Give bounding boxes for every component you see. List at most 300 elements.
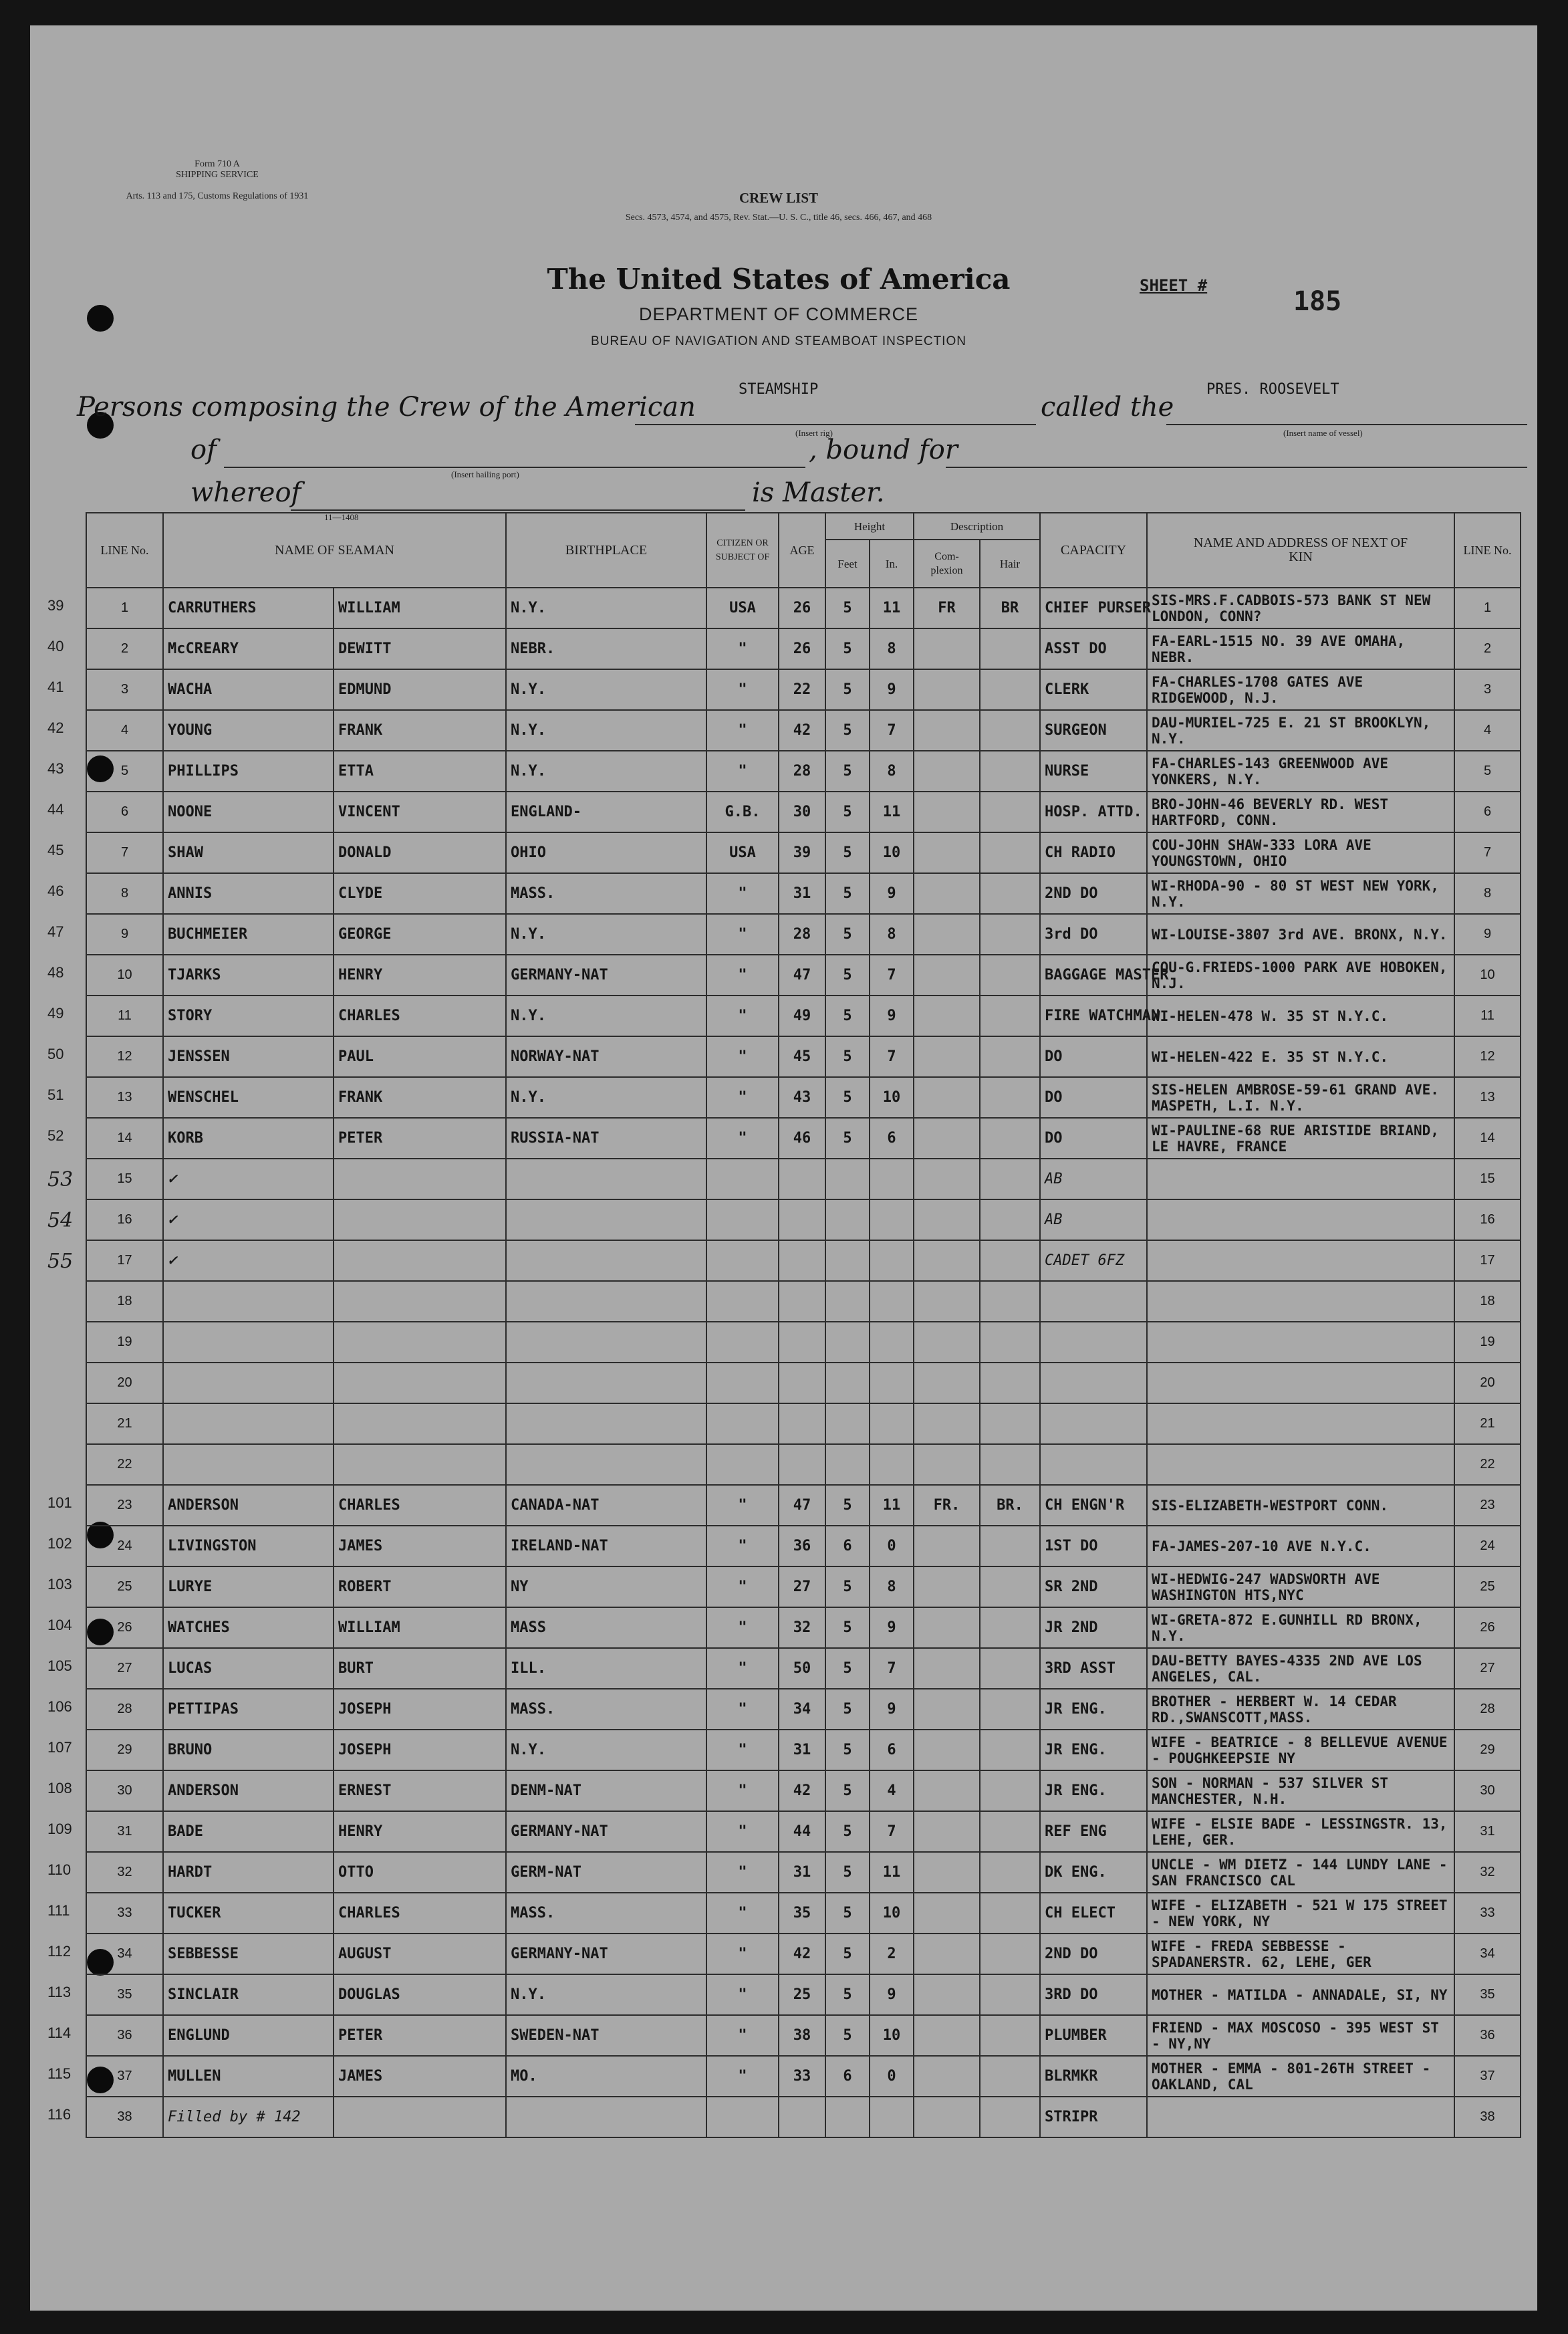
complexion [914, 2056, 980, 2097]
height-feet: 5 [825, 1648, 870, 1689]
hair [980, 1934, 1040, 1974]
rig-hint: (Insert rig) [795, 428, 833, 438]
hair [980, 914, 1040, 955]
line-no: 36 [86, 2015, 163, 2056]
complexion [914, 1811, 980, 1852]
height-feet: 5 [825, 710, 870, 751]
margin-number: 110 [47, 1861, 72, 1878]
height-inches [870, 1322, 914, 1363]
citizenship: " [706, 1118, 779, 1159]
form-identifier [117, 159, 317, 201]
next-of-kin [1147, 1403, 1454, 1444]
line-no-right: 29 [1454, 1730, 1521, 1770]
master-line [291, 484, 745, 511]
height-feet [825, 1403, 870, 1444]
punch-hole-1 [87, 305, 114, 332]
line-no: 5 [86, 751, 163, 792]
age: 50 [779, 1648, 825, 1689]
line-no-right: 35 [1454, 1974, 1521, 2015]
birthplace: GERMANY-NAT [506, 1934, 706, 1974]
birthplace [506, 1322, 706, 1363]
height-inches: 6 [870, 1730, 914, 1770]
next-of-kin: SON - NORMAN - 537 SILVER ST MANCHESTER, N.H. [1147, 1770, 1454, 1811]
next-of-kin: DAU-BETTY BAYES-4335 2ND AVE LOS ANGELES, CAL. [1147, 1648, 1454, 1689]
crew-row [86, 1934, 1521, 1974]
complexion [914, 669, 980, 710]
height-inches: 10 [870, 2015, 914, 2056]
age: 39 [779, 832, 825, 873]
line-no-right: 31 [1454, 1811, 1521, 1852]
surname: ✓ [163, 1240, 334, 1281]
surname: Filled by # 142 [163, 2097, 334, 2137]
citizenship: " [706, 1689, 779, 1730]
line-no-right: 14 [1454, 1118, 1521, 1159]
line-no-right: 37 [1454, 2056, 1521, 2097]
called-the-text: called the [1041, 392, 1174, 423]
height-inches: 9 [870, 1689, 914, 1730]
citizenship: " [706, 1566, 779, 1607]
citizenship: G.B. [706, 792, 779, 832]
given-name [334, 1444, 506, 1485]
crew-row [86, 669, 1521, 710]
birthplace: CANADA-NAT [506, 1485, 706, 1526]
department-heading: DEPARTMENT OF COMMERCE [638, 304, 919, 324]
citizenship: " [706, 1526, 779, 1566]
line-no-right: 28 [1454, 1689, 1521, 1730]
birthplace: ENGLAND- [506, 792, 706, 832]
hair [980, 1689, 1040, 1730]
complexion [914, 1852, 980, 1893]
crew-row [86, 1363, 1521, 1403]
complexion [914, 1281, 980, 1322]
capacity: AB [1040, 1199, 1147, 1240]
given-name: JAMES [334, 1526, 506, 1566]
citizenship: " [706, 1934, 779, 1974]
capacity: 1ST DO [1040, 1526, 1147, 1566]
line-no: 1 [86, 588, 163, 628]
given-name: HENRY [334, 955, 506, 996]
height-inches: 8 [870, 628, 914, 669]
height-feet [825, 1444, 870, 1485]
capacity: AB [1040, 1159, 1147, 1199]
complexion [914, 710, 980, 751]
given-name [334, 1281, 506, 1322]
crew-row [86, 751, 1521, 792]
next-of-kin: WI-HELEN-478 W. 35 ST N.Y.C. [1147, 996, 1454, 1036]
citizenship: USA [706, 588, 779, 628]
age [779, 1403, 825, 1444]
birthplace: NEBR. [506, 628, 706, 669]
height-inches: 8 [870, 914, 914, 955]
next-of-kin: WI-HEDWIG-247 WADSWORTH AVE WASHINGTON HTS,NYC [1147, 1566, 1454, 1607]
next-of-kin: FA-CHARLES-143 GREENWOOD AVE YONKERS, N.Y. [1147, 751, 1454, 792]
height-feet: 5 [825, 628, 870, 669]
surname: TJARKS [163, 955, 334, 996]
surname: LURYE [163, 1566, 334, 1607]
line-no-right: 6 [1454, 792, 1521, 832]
height-feet: 5 [825, 1485, 870, 1526]
given-name: CLYDE [334, 873, 506, 914]
citizenship: " [706, 1036, 779, 1077]
line-no: 13 [86, 1077, 163, 1118]
birthplace [506, 1363, 706, 1403]
complexion [914, 1403, 980, 1444]
port-hint: (Insert hailing port) [451, 469, 519, 479]
margin-number: 54 [47, 1209, 74, 1232]
margin-number: 113 [47, 1984, 72, 2000]
hair [980, 751, 1040, 792]
given-name: DOUGLAS [334, 1974, 506, 2015]
height-feet: 5 [825, 1770, 870, 1811]
hair [980, 1159, 1040, 1199]
crew-row [86, 792, 1521, 832]
line-no-right: 8 [1454, 873, 1521, 914]
complexion [914, 1322, 980, 1363]
line-no: 20 [86, 1363, 163, 1403]
given-name: ERNEST [334, 1770, 506, 1811]
birthplace: MASS. [506, 1689, 706, 1730]
complexion [914, 1240, 980, 1281]
crew-row [86, 1526, 1521, 1566]
crew-row [86, 873, 1521, 914]
age: 30 [779, 792, 825, 832]
line-no: 12 [86, 1036, 163, 1077]
hair [980, 1648, 1040, 1689]
line-no: 21 [86, 1403, 163, 1444]
height-feet: 5 [825, 873, 870, 914]
line-no-right: 16 [1454, 1199, 1521, 1240]
crew-row [86, 588, 1521, 628]
complexion: FR. [914, 1485, 980, 1526]
birthplace: IRELAND-NAT [506, 1526, 706, 1566]
hair [980, 792, 1040, 832]
height-feet [825, 1281, 870, 1322]
hair [980, 1363, 1040, 1403]
margin-number: 109 [47, 1821, 72, 1837]
given-name: BURT [334, 1648, 506, 1689]
surname: ANNIS [163, 873, 334, 914]
surname: WENSCHEL [163, 1077, 334, 1118]
surname: SEBBESSE [163, 1934, 334, 1974]
line-no: 10 [86, 955, 163, 996]
age [779, 1240, 825, 1281]
complexion [914, 1036, 980, 1077]
line-no-right: 25 [1454, 1566, 1521, 1607]
age: 32 [779, 1607, 825, 1648]
line-no-right: 23 [1454, 1485, 1521, 1526]
col-description: Description [914, 513, 1040, 540]
next-of-kin: SIS-MRS.F.CADBOIS-573 BANK ST NEW LONDON, CONN? [1147, 588, 1454, 628]
margin-number: 111 [47, 1902, 70, 1919]
age: 36 [779, 1526, 825, 1566]
capacity: FIRE WATCHMAN [1040, 996, 1147, 1036]
crew-row [86, 2056, 1521, 2097]
line-no: 14 [86, 1118, 163, 1159]
line-no: 4 [86, 710, 163, 751]
crew-row [86, 1322, 1521, 1363]
height-feet: 5 [825, 996, 870, 1036]
birthplace [506, 1159, 706, 1199]
col-hair: Hair [980, 540, 1040, 588]
age: 49 [779, 996, 825, 1036]
margin-number: 41 [47, 679, 64, 695]
hair [980, 669, 1040, 710]
line-no: 38 [86, 2097, 163, 2137]
vessel-hint: (Insert name of vessel) [1283, 428, 1363, 438]
line-no-right: 17 [1454, 1240, 1521, 1281]
next-of-kin [1147, 1363, 1454, 1403]
surname: WACHA [163, 669, 334, 710]
crew-row [86, 1036, 1521, 1077]
col-inches: In. [870, 540, 914, 588]
surname: ENGLUND [163, 2015, 334, 2056]
hair [980, 1852, 1040, 1893]
capacity: SURGEON [1040, 710, 1147, 751]
col-line-no-right: LINE No. [1454, 513, 1521, 588]
birthplace: N.Y. [506, 751, 706, 792]
next-of-kin: MOTHER - EMMA - 801-26TH STREET - OAKLAND, CAL [1147, 2056, 1454, 2097]
surname [163, 1403, 334, 1444]
birthplace: N.Y. [506, 1730, 706, 1770]
height-inches: 10 [870, 1893, 914, 1934]
given-name: FRANK [334, 1077, 506, 1118]
birthplace: N.Y. [506, 1077, 706, 1118]
hair: BR. [980, 1485, 1040, 1526]
citizenship: " [706, 2015, 779, 2056]
next-of-kin: COU-JOHN SHAW-333 LORA AVE YOUNGSTOWN, OHIO [1147, 832, 1454, 873]
col-feet: Feet [825, 540, 870, 588]
hair [980, 1566, 1040, 1607]
height-feet: 5 [825, 832, 870, 873]
capacity: ASST DO [1040, 628, 1147, 669]
birthplace: MO. [506, 2056, 706, 2097]
next-of-kin: WI-RHODA-90 - 80 ST WEST NEW YORK, N.Y. [1147, 873, 1454, 914]
birthplace: N.Y. [506, 996, 706, 1036]
height-feet: 5 [825, 914, 870, 955]
citizenship: " [706, 669, 779, 710]
hair [980, 1118, 1040, 1159]
birthplace: NORWAY-NAT [506, 1036, 706, 1077]
age: 43 [779, 1077, 825, 1118]
surname: BUCHMEIER [163, 914, 334, 955]
next-of-kin: BRO-JOHN-46 BEVERLY RD. WEST HARTFORD, CONN. [1147, 792, 1454, 832]
capacity: HOSP. ATTD. [1040, 792, 1147, 832]
height-feet: 5 [825, 669, 870, 710]
line-no-right: 15 [1454, 1159, 1521, 1199]
hair [980, 2056, 1040, 2097]
form-regulation: Arts. 113 and 175, Customs Regulations of 1931 [126, 191, 309, 201]
next-of-kin: DAU-MURIEL-725 E. 21 ST BROOKLYN, N.Y. [1147, 710, 1454, 751]
surname: HARDT [163, 1852, 334, 1893]
complexion [914, 1730, 980, 1770]
height-feet: 5 [825, 1893, 870, 1934]
surname: McCREARY [163, 628, 334, 669]
citizenship [706, 2097, 779, 2137]
hair: BR [980, 588, 1040, 628]
next-of-kin [1147, 1199, 1454, 1240]
margin-number: 52 [47, 1127, 64, 1144]
height-feet: 5 [825, 2015, 870, 2056]
height-inches [870, 1199, 914, 1240]
age: 38 [779, 2015, 825, 2056]
given-name: DEWITT [334, 628, 506, 669]
age: 27 [779, 1566, 825, 1607]
next-of-kin [1147, 1281, 1454, 1322]
crew-row [86, 1852, 1521, 1893]
col-height: Height [825, 513, 914, 540]
col-birthplace: BIRTHPLACE [506, 513, 706, 588]
capacity: 3rd DO [1040, 914, 1147, 955]
complexion [914, 792, 980, 832]
persons-text: Persons composing the Crew of the American [77, 392, 696, 423]
line-no-right: 10 [1454, 955, 1521, 996]
line-no: 16 [86, 1199, 163, 1240]
capacity: CLERK [1040, 669, 1147, 710]
is-master-text: is Master. [752, 477, 885, 508]
surname: ✓ [163, 1199, 334, 1240]
citizenship [706, 1363, 779, 1403]
citizenship: " [706, 751, 779, 792]
next-of-kin: SIS-HELEN AMBROSE-59-61 GRAND AVE. MASPETH, L.I. N.Y. [1147, 1077, 1454, 1118]
crew-row [86, 1403, 1521, 1444]
height-feet [825, 2097, 870, 2137]
height-feet: 5 [825, 751, 870, 792]
crew-row [86, 1118, 1521, 1159]
complexion [914, 628, 980, 669]
next-of-kin: SIS-ELIZABETH-WESTPORT CONN. [1147, 1485, 1454, 1526]
destination-line [946, 441, 1527, 468]
capacity: JR ENG. [1040, 1730, 1147, 1770]
line-no: 17 [86, 1240, 163, 1281]
height-feet [825, 1240, 870, 1281]
hair [980, 1770, 1040, 1811]
line-no: 37 [86, 2056, 163, 2097]
line-no: 33 [86, 1893, 163, 1934]
complexion [914, 2015, 980, 2056]
hair [980, 1893, 1040, 1934]
hair [980, 832, 1040, 873]
given-name: ETTA [334, 751, 506, 792]
margin-number: 107 [47, 1739, 72, 1756]
capacity: JR 2ND [1040, 1607, 1147, 1648]
line-no-right: 12 [1454, 1036, 1521, 1077]
line-no-right: 30 [1454, 1770, 1521, 1811]
height-feet: 5 [825, 588, 870, 628]
line-no: 2 [86, 628, 163, 669]
birthplace: ILL. [506, 1648, 706, 1689]
citizenship: " [706, 628, 779, 669]
given-name [334, 1322, 506, 1363]
capacity: CHIEF PURSER [1040, 588, 1147, 628]
form-title: CREW LIST [739, 190, 819, 206]
margin-number: 46 [47, 883, 64, 899]
crew-row [86, 1281, 1521, 1322]
hair [980, 1322, 1040, 1363]
height-inches: 9 [870, 873, 914, 914]
given-name: PAUL [334, 1036, 506, 1077]
next-of-kin: WIFE - BEATRICE - 8 BELLEVUE AVENUE - POUGHKEEPSIE NY [1147, 1730, 1454, 1770]
height-inches: 11 [870, 792, 914, 832]
margin-number: 45 [47, 842, 64, 858]
citizenship: " [706, 873, 779, 914]
line-no-right: 24 [1454, 1526, 1521, 1566]
margin-number: 101 [47, 1494, 72, 1511]
birthplace: GERMANY-NAT [506, 955, 706, 996]
citizenship [706, 1199, 779, 1240]
height-inches: 11 [870, 1852, 914, 1893]
citizenship: " [706, 1648, 779, 1689]
height-feet: 5 [825, 1566, 870, 1607]
given-name: EDMUND [334, 669, 506, 710]
age: 31 [779, 1730, 825, 1770]
next-of-kin: WIFE - FREDA SEBBESSE - SPADANERSTR. 62, LEHE, GER [1147, 1934, 1454, 1974]
given-name: JAMES [334, 2056, 506, 2097]
capacity: CH ELECT [1040, 1893, 1147, 1934]
margin-number: 48 [47, 964, 64, 981]
complexion [914, 1566, 980, 1607]
height-inches: 9 [870, 1607, 914, 1648]
height-inches: 9 [870, 1974, 914, 2015]
line-no: 8 [86, 873, 163, 914]
birthplace: GERMANY-NAT [506, 1811, 706, 1852]
surname: SINCLAIR [163, 1974, 334, 2015]
hair [980, 1526, 1040, 1566]
hair [980, 1607, 1040, 1648]
line-no: 29 [86, 1730, 163, 1770]
complexion [914, 1934, 980, 1974]
given-name [334, 1159, 506, 1199]
margin-number: 103 [47, 1576, 72, 1593]
surname: PETTIPAS [163, 1689, 334, 1730]
capacity: BLRMKR [1040, 2056, 1147, 2097]
line-no-right: 18 [1454, 1281, 1521, 1322]
height-feet: 6 [825, 2056, 870, 2097]
line-no: 32 [86, 1852, 163, 1893]
next-of-kin [1147, 1322, 1454, 1363]
surname: YOUNG [163, 710, 334, 751]
complexion [914, 1893, 980, 1934]
surname [163, 1363, 334, 1403]
next-of-kin: FA-JAMES-207-10 AVE N.Y.C. [1147, 1526, 1454, 1566]
line-no: 6 [86, 792, 163, 832]
surname: TUCKER [163, 1893, 334, 1934]
crew-rows [86, 588, 1521, 2137]
given-name: PETER [334, 2015, 506, 2056]
age: 44 [779, 1811, 825, 1852]
capacity: DO [1040, 1118, 1147, 1159]
line-no: 11 [86, 996, 163, 1036]
margin-number: 102 [47, 1535, 72, 1552]
capacity: JR ENG. [1040, 1770, 1147, 1811]
hair [980, 1403, 1040, 1444]
crew-row [86, 1199, 1521, 1240]
height-inches: 8 [870, 1566, 914, 1607]
capacity: PLUMBER [1040, 2015, 1147, 2056]
margin-number: 44 [47, 801, 64, 818]
vessel-value: PRES. ROOSEVELT [1206, 381, 1339, 398]
given-name [334, 2097, 506, 2137]
height-inches: 0 [870, 2056, 914, 2097]
line-no: 24 [86, 1526, 163, 1566]
rig-line [635, 398, 1036, 425]
next-of-kin [1147, 1159, 1454, 1199]
margin-number: 112 [47, 1943, 72, 1960]
crew-row [86, 1485, 1521, 1526]
complexion [914, 1770, 980, 1811]
age: 42 [779, 1934, 825, 1974]
col-line-no: LINE No. [86, 513, 163, 588]
citizenship: " [706, 1730, 779, 1770]
